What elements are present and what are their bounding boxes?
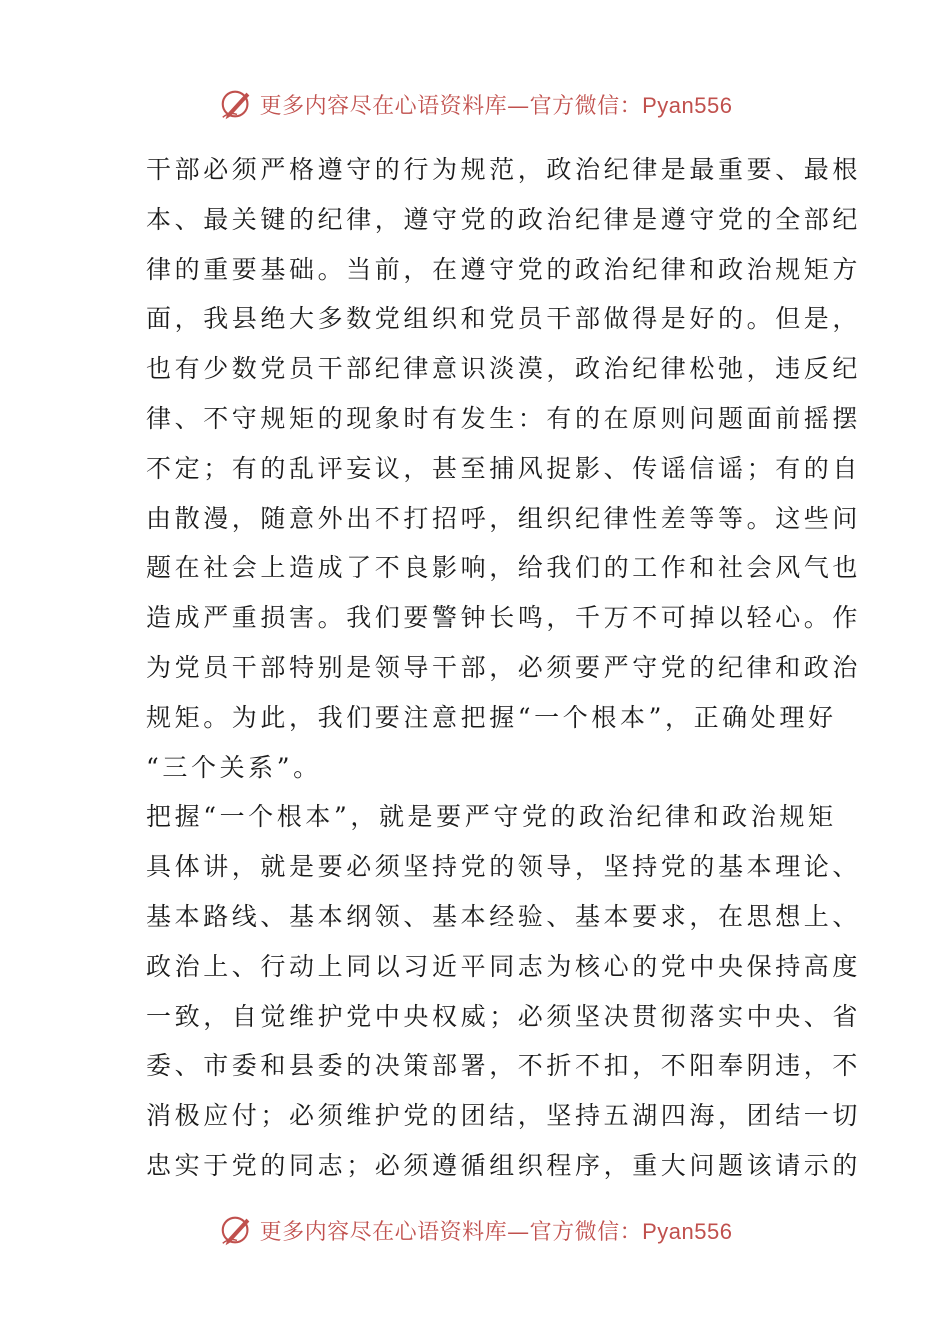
text-line: 造成严重损害。我们要警钟长鸣，千万不可掉以轻心。作 [146, 603, 862, 633]
text-line: 忠实于党的同志；必须遵循组织程序，重大问题该请示的 [146, 1150, 862, 1180]
text-line: 题在社会上造成了不良影响，给我们的工作和社会风气也 [146, 553, 862, 583]
pen-logo-icon [218, 85, 256, 123]
text-line: 面，我县绝大多数党组织和党员干部做得是好的。但是， [146, 304, 862, 334]
text-line: 消极应付；必须维护党的团结，坚持五湖四海，团结一切 [146, 1101, 862, 1131]
text-line: “三个关系”。 [146, 752, 322, 782]
text-line: 本、最关键的纪律，遵守党的政治纪律是遵守党的全部纪 [146, 204, 862, 234]
text-line: 干部必须严格遵守的行为规范，政治纪律是最重要、最根 [146, 155, 862, 184]
text-line: 也有少数党员干部纪律意识淡漠，政治纪律松弛，违反纪 [146, 354, 862, 384]
document-body [146, 145, 862, 1191]
header-wechat-id: Pyan556 [642, 92, 733, 118]
pen-logo-icon [218, 1211, 256, 1249]
text-line: 律的重要基础。当前，在遵守党的政治纪律和政治规矩方 [146, 254, 862, 284]
text-line: 政治上、行动上同以习近平同志为核心的党中央保持高度 [146, 951, 862, 981]
header-banner [0, 84, 950, 124]
text-line: 律、不守规矩的现象时有发生：有的在原则问题面前摇摆 [146, 403, 862, 433]
footer-banner-text: 更多内容尽在心语资料库—官方微信： [259, 1219, 643, 1245]
footer-wechat-id: Pyan556 [642, 1218, 733, 1244]
text-line: 规矩。为此，我们要注意把握“一个根本”，正确处理好 [146, 702, 837, 732]
text-line: 委、市委和县委的决策部署，不折不扣，不阳奉阴违，不 [146, 1051, 862, 1081]
text-line: 为党员干部特别是领导干部，必须要严守党的纪律和政治 [146, 652, 862, 682]
text-line: 把握“一个根本”，就是要严守党的政治纪律和政治规矩 [146, 802, 837, 832]
text-line: 由散漫，随意外出不打招呼，组织纪律性差等等。这些问 [146, 503, 862, 533]
footer-banner [0, 1210, 950, 1250]
text-line: 基本路线、基本纲领、基本经验、基本要求，在思想上、 [146, 901, 862, 931]
text-line: 不定；有的乱评妄议，甚至捕风捉影、传谣信谣；有的自 [146, 453, 862, 483]
header-banner-text: 更多内容尽在心语资料库—官方微信： [259, 93, 643, 119]
text-line: 一致，自觉维护党中央权威；必须坚决贯彻落实中央、省 [146, 1001, 862, 1031]
text-line: 具体讲，就是要必须坚持党的领导，坚持党的基本理论、 [146, 852, 862, 882]
